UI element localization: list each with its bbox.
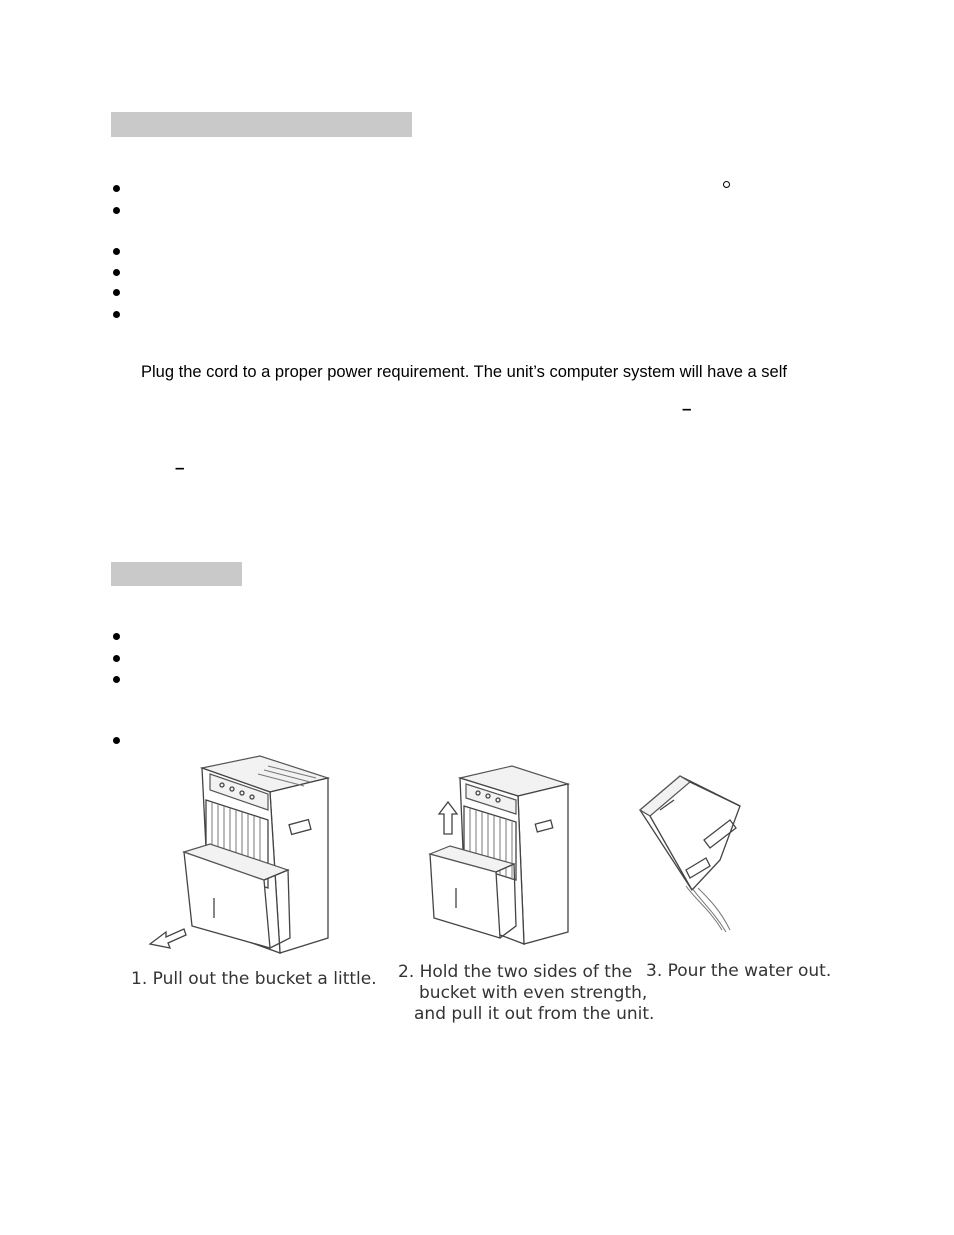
section-heading-bar-2 — [111, 562, 242, 586]
power-paragraph: Plug the cord to a proper power requirement. The unit’s computer system will have a self — [141, 363, 787, 381]
dash-mark: – — [175, 458, 185, 477]
list-bullet — [113, 737, 120, 744]
degree-symbol — [723, 181, 730, 188]
dehumidifier-bucket-pull-illustration — [140, 748, 340, 958]
list-bullet — [113, 185, 120, 192]
list-bullet — [113, 207, 120, 214]
list-bullet — [113, 248, 120, 255]
dash-mark: – — [682, 399, 692, 418]
list-bullet — [113, 289, 120, 296]
list-bullet — [113, 633, 120, 640]
figure-caption-3: 3. Pour the water out. — [646, 961, 832, 981]
figure-caption-2: 2. Hold the two sides of the bucket with even strength, and pull it out from the unit. — [398, 962, 655, 1024]
pour-water-illustration — [630, 770, 760, 940]
figure-caption-1: 1. Pull out the bucket a little. — [131, 969, 377, 989]
list-bullet — [113, 269, 120, 276]
list-bullet — [113, 676, 120, 683]
list-bullet — [113, 655, 120, 662]
list-bullet — [113, 311, 120, 318]
section-heading-bar-1 — [111, 112, 412, 137]
dehumidifier-bucket-lift-illustration — [420, 762, 580, 952]
